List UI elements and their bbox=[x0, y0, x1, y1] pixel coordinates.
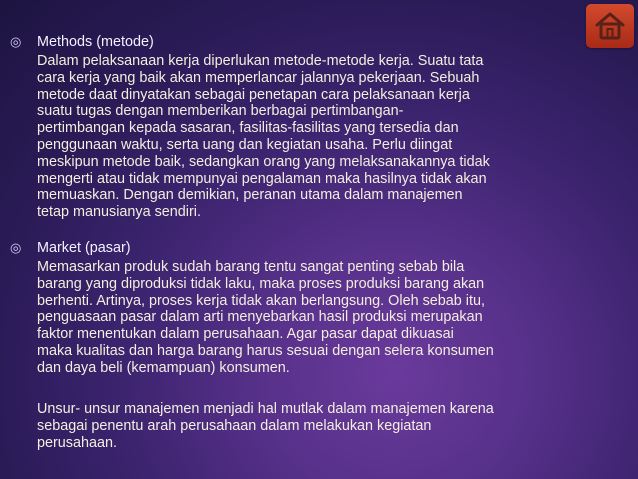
section-heading-market: Market (pasar) bbox=[37, 240, 131, 256]
market-line-3: berhenti. Artinya, proses kerja tidak akan berlangsung. Oleh sebab itu, bbox=[37, 292, 485, 309]
methods-line-9: memuaskan. Dengan demikian, peranan utama dalam manajemen bbox=[37, 187, 463, 204]
methods-line-4: suatu tugas dengan memberikan berbagai pertimbangan- bbox=[37, 103, 404, 120]
target-bullet-icon: ◎ bbox=[10, 34, 22, 49]
bullet-row-methods bbox=[10, 33, 630, 51]
methods-line-6: penggunaan waktu, serta uang dan kegiatan usaha. Perlu diingat bbox=[37, 136, 453, 153]
target-bullet-icon: ◎ bbox=[10, 240, 22, 255]
closing-paragraph bbox=[37, 401, 627, 451]
footer-line-2: sebagai penentu arah perusahaan dalam melakukan kegiatan bbox=[37, 417, 432, 434]
market-line-4: penguasaan pasar dalam arti menyebarkan hasil produksi merupakan bbox=[37, 309, 483, 326]
methods-line-7: meskipun metode baik, sedangkan orang yang melaksanakannya tidak bbox=[37, 153, 490, 170]
methods-line-3: metode daat dinyatakan sebagai penetapan cara pelaksanaan kerja bbox=[37, 86, 470, 103]
section-body-market bbox=[37, 259, 630, 377]
content-section-market bbox=[10, 239, 630, 377]
market-line-6: maka kualitas dan harga barang harus sesuai dengan selera konsumen bbox=[37, 342, 494, 359]
methods-line-1: Dalam pelaksanaan kerja diperlukan metode-metode kerja. Suatu tata bbox=[37, 53, 484, 69]
methods-line-5: pertimbangan kepada sasaran, fasilitas-fasilitas yang tersedia dan bbox=[37, 120, 459, 137]
market-line-1: Memasarkan produk sudah barang tentu sangat penting sebab bila bbox=[37, 259, 465, 275]
section-body-methods bbox=[37, 53, 630, 221]
content-section-methods bbox=[10, 33, 630, 221]
section-heading-methods: Methods (metode) bbox=[37, 34, 154, 50]
footer-line-1: Unsur- unsur manajemen menjadi hal mutlak dalam manajemen karena bbox=[37, 401, 494, 417]
footer-line-3: perusahaan. bbox=[37, 434, 118, 451]
market-line-2: barang yang diproduksi tidak laku, maka proses produksi barang akan bbox=[37, 275, 485, 292]
market-line-5: faktor menentukan dalam perusahaan. Agar pasar dapat dikuasai bbox=[37, 326, 454, 343]
methods-line-8: mengerti atau tidak mempunyai pengalaman maka hasilnya tidak akan bbox=[37, 170, 487, 187]
bullet-row-market bbox=[10, 239, 630, 257]
methods-line-10: tetap manusianya sendiri. bbox=[37, 204, 201, 221]
market-line-7: dan daya beli (kemampuan) konsumen. bbox=[37, 359, 290, 376]
methods-line-2: cara kerja yang baik akan memperlancar jalannya pekerjaan. Sebuah bbox=[37, 69, 480, 86]
